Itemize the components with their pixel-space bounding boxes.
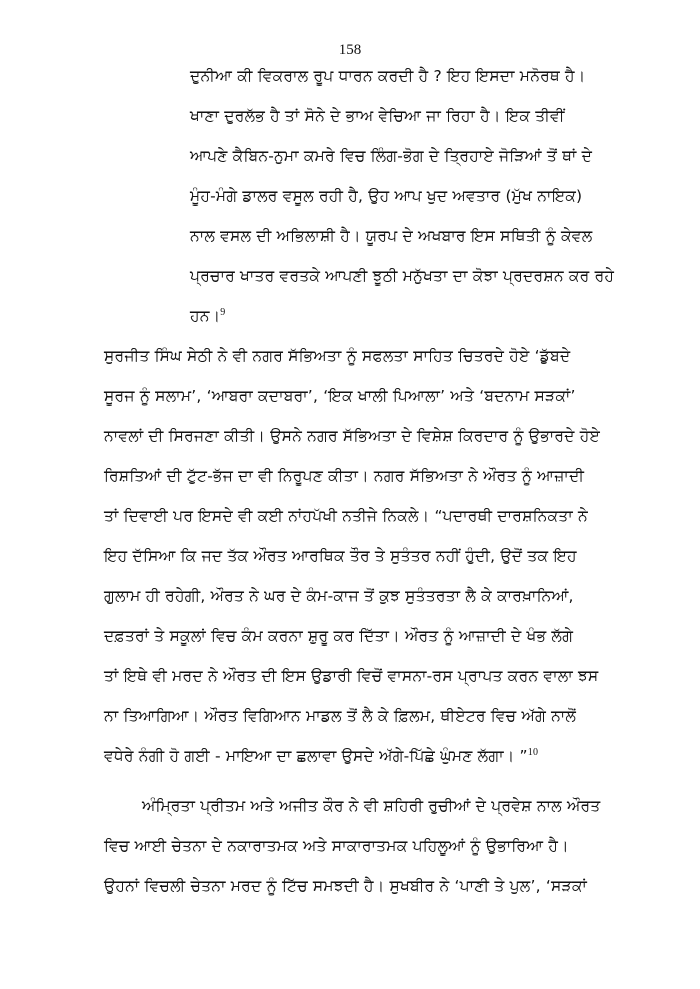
quote-line: ਖਾਣਾ ਦੁਰਲੱਭ ਹੈ ਤਾਂ ਸੋਨੇ ਦੇ ਭਾਅ ਵੇਚਿਆ ਜਾ ਰਿਹਾ ਹੈ। ਇਕ ਤੀਵੀਂ	[190, 107, 565, 125]
body-line: ਵਿਚ ਆਈ ਚੇਤਨਾ ਦੇ ਨਕਾਰਾਤਮਕ ਅਤੇ ਸਾਕਾਰਾਤਮਕ ਪਹਿਲੂਆਂ ਨੂੰ ਉਭਾਰਿਆ ਹੈ।	[104, 837, 569, 855]
body-line: ਰਿਸ਼ਤਿਆਂ ਦੀ ਟੁੱਟ-ਭੱਜ ਦਾ ਵੀ ਨਿਰੂਪਣ ਕੀਤਾ। ਨਗਰ ਸੱਭਿਅਤਾ ਨੇ ਔਰਤ ਨੂੰ ਆਜ਼ਾਦੀ	[104, 467, 585, 485]
body-line: ਨਾਵਲਾਂ ਦੀ ਸਿਰਜਣਾ ਕੀਤੀ। ਉਸਨੇ ਨਗਰ ਸੱਭਿਅਤਾ ਦੇ ਵਿਸ਼ੇਸ਼ ਕਿਰਦਾਰ ਨੂੰ ਉਭਾਰਦੇ ਹੋਏ	[104, 427, 600, 445]
body-line: ਤਾਂ ਇਥੇ ਵੀ ਮਰਦ ਨੇ ਔਰਤ ਦੀ ਇਸ ਉਡਾਰੀ ਵਿਚੋਂ ਵਾਸਨਾ-ਰਸ ਪ੍ਰਾਪਤ ਕਰਨ ਵਾਲਾ ਝਸ	[104, 667, 599, 685]
quote-line: ਆਪਣੇ ਕੈਬਿਨ-ਨੁਮਾ ਕਮਰੇ ਵਿਚ ਲਿੰਗ-ਭੋਗ ਦੇ ਤ੍ਰਿਹਾਏ ਜੋੜਿਆਂ ਤੋਂ ਥਾਂ ਦੇ	[190, 147, 593, 165]
quote-line: ਪ੍ਰਚਾਰ ਖਾਤਰ ਵਰਤਕੇ ਆਪਣੀ ਝੂਠੀ ਮਨੁੱਖਤਾ ਦਾ ਕੋਝਾ ਪ੍ਰਦਰਸ਼ਨ ਕਰ ਰਹੇ	[190, 267, 615, 285]
body-line: ਅੰਮ੍ਰਿਤਾ ਪ੍ਰੀਤਮ ਅਤੇ ਅਜੀਤ ਕੌਰ ਨੇ ਵੀ ਸ਼ਹਿਰੀ ਰੁਚੀਆਂ ਦੇ ਪ੍ਰਵੇਸ਼ ਨਾਲ ਔਰਤ	[142, 797, 601, 815]
body-line: ਤਾਂ ਦਿਵਾਈ ਪਰ ਇਸਦੇ ਵੀ ਕਈ ਨਾਂਹਪੱਖੀ ਨਤੀਜੇ ਨਿਕਲੇ। “ਪਦਾਰਥੀ ਦਾਰਸ਼ਨਿਕਤਾ ਨੇ	[104, 507, 588, 525]
quote-line: ਦੁਨੀਆ ਕੀ ਵਿਕਰਾਲ ਰੂਪ ਧਾਰਨ ਕਰਦੀ ਹੈ ? ਇਹ ਇਸਦਾ ਮਨੋਰਥ ਹੈ।	[190, 67, 586, 85]
page-number: 158	[338, 42, 362, 58]
body-last-text: ਵਧੇਰੇ ਨੰਗੀ ਹੋ ਗਈ - ਮਾਇਆ ਦਾ ਛਲਾਵਾ ਉਸਦੇ ਅੱਗੇ-ਪਿੱਛੇ ਘੁੰਮਣ ਲੱਗਾ। ”	[104, 747, 528, 765]
footnote-marker: 9	[220, 306, 226, 318]
body-line: ਸੂਰਜ ਨੂੰ ਸਲਾਮ’, ‘ਆਬਰਾ ਕਦਾਬਰਾ’, ‘ਇਕ ਖਾਲੀ ਪਿਆਲਾ’ ਅਤੇ ‘ਬਦਨਾਮ ਸੜਕਾਂ’	[104, 387, 576, 405]
body-line	[104, 747, 538, 766]
quote-last-text: ਹਨ।	[190, 307, 221, 325]
footnote-marker: 10	[527, 746, 539, 758]
body-line: ਇਹ ਦੱਸਿਆ ਕਿ ਜਦ ਤੱਕ ਔਰਤ ਆਰਥਿਕ ਤੌਰ ਤੇ ਸੁਤੰਤਰ ਨਹੀਂ ਹੁੰਦੀ, ਉਦੋਂ ਤਕ ਇਹ	[104, 547, 577, 565]
body-line: ਉਹਨਾਂ ਵਿਚਲੀ ਚੇਤਨਾ ਮਰਦ ਨੂੰ ਟਿੱਚ ਸਮਝਦੀ ਹੈ। ਸੁਖਬੀਰ ਨੇ ‘ਪਾਣੀ ਤੇ ਪੁਲ’, ‘ਸੜਕਾਂ	[104, 877, 587, 895]
quote-line	[190, 307, 225, 326]
body-line: ਨਾ ਤਿਆਗਿਆ। ਔਰਤ ਵਿਗਿਆਨ ਮਾਡਲ ਤੋਂ ਲੈ ਕੇ ਫ਼ਿਲਮ, ਥੀਏਟਰ ਵਿਚ ਅੱਗੇ ਨਾਲੋਂ	[104, 707, 577, 725]
body-line: ਗੁਲਾਮ ਹੀ ਰਹੇਗੀ, ਔਰਤ ਨੇ ਘਰ ਦੇ ਕੰਮ-ਕਾਜ ਤੋਂ ਕੁਝ ਸੁਤੰਤਰਤਾ ਲੈ ਕੇ ਕਾਰਖ਼ਾਨਿਆਂ,	[104, 587, 574, 605]
quote-line: ਨਾਲ ਵਸਲ ਦੀ ਅਭਿਲਾਸ਼ੀ ਹੈ। ਯੂਰਪ ਦੇ ਅਖਬਾਰ ਇਸ ਸਥਿਤੀ ਨੂੰ ਕੇਵਲ	[190, 227, 593, 245]
body-line: ਦਫ਼ਤਰਾਂ ਤੇ ਸਕੂਲਾਂ ਵਿਚ ਕੰਮ ਕਰਨਾ ਸ਼ੁਰੂ ਕਰ ਦਿੱਤਾ। ਔਰਤ ਨੂੰ ਆਜ਼ਾਦੀ ਦੇ ਖੰਭ ਲੱਗੇ	[104, 627, 574, 645]
body-line: ਸੁਰਜੀਤ ਸਿੰਘ ਸੇਠੀ ਨੇ ਵੀ ਨਗਰ ਸੱਭਿਅਤਾ ਨੂੰ ਸਫਲਤਾ ਸਾਹਿਤ ਚਿਤਰਦੇ ਹੋਏ ‘ਡੁੱਬਦੇ	[104, 347, 571, 365]
quote-line: ਮੂੰਹ-ਮੰਗੇ ਡਾਲਰ ਵਸੂਲ ਰਹੀ ਹੈ, ਉਹ ਆਪ ਖੁਦ ਅਵਤਾਰ (ਮੁੱਖ ਨਾਇਕ)	[190, 187, 583, 205]
